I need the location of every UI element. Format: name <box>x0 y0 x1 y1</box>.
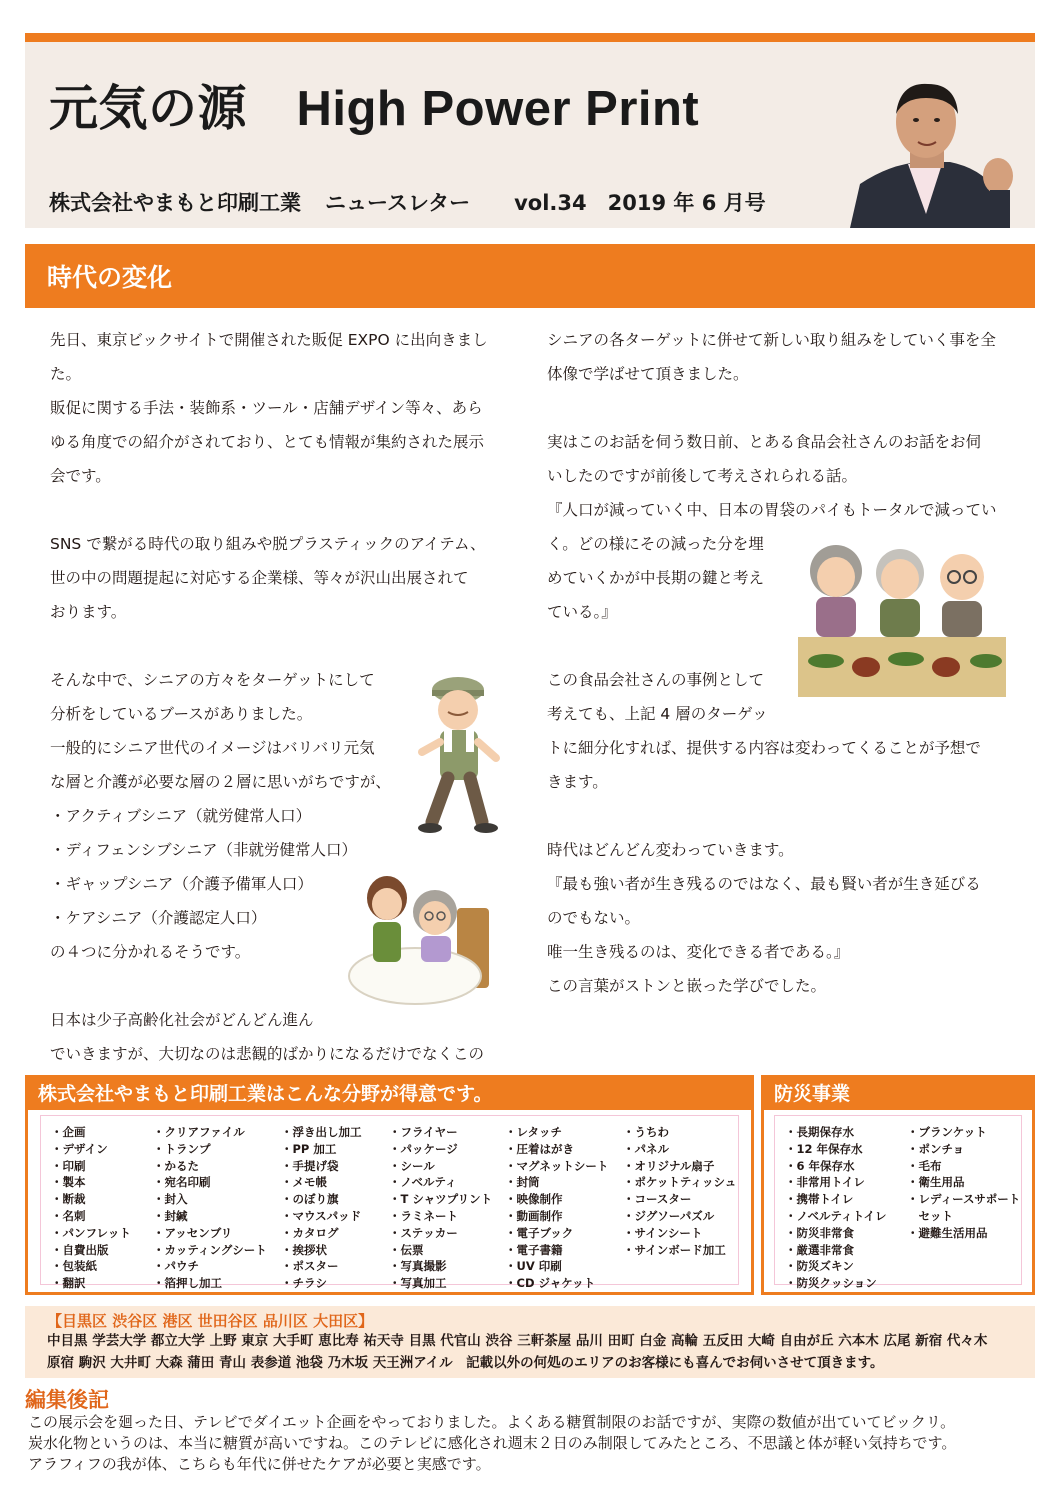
section-header <box>25 244 1035 308</box>
service-item: ・電子書籍 <box>505 1242 563 1257</box>
walking-senior-illustration <box>410 672 510 837</box>
service-item: ・カタログ <box>281 1225 339 1240</box>
paragraph-line: 日本は少子高齢化社会がどんどん進ん <box>50 1011 314 1029</box>
newsletter-label: ニュースレター <box>325 191 471 215</box>
section-title: 時代の変化 <box>47 263 173 292</box>
service-item: ・封入 <box>153 1192 188 1207</box>
service-item: ・写真加工 <box>389 1276 447 1291</box>
issue-label: vol.34 2019 年 6 月号 <box>514 191 766 215</box>
service-item: ・フライヤー <box>389 1125 458 1139</box>
service-item: ・ジグソーパズル <box>623 1208 715 1223</box>
service-item: ・T シャツプリント <box>389 1192 493 1207</box>
paragraph-line: ・ケアシニア（介護認定人口） <box>50 909 267 927</box>
paragraph-line: トに細分化すれば、提供する内容は変わってくることが予想で <box>547 739 981 757</box>
disaster-item: ・レディースサポート <box>907 1192 1021 1207</box>
service-item: ・包装紙 <box>51 1259 97 1274</box>
service-item: ・シール <box>389 1158 435 1173</box>
service-item: ・パッケージ <box>389 1141 458 1156</box>
paragraph-line <box>547 799 997 833</box>
disaster-item: ・防災クッション <box>785 1276 877 1291</box>
disaster-item: ・携帯トイレ <box>785 1192 854 1207</box>
paragraph-line: ている。』 <box>547 603 617 621</box>
service-item: ・UV 印刷 <box>505 1259 562 1274</box>
paragraph-line: 唯一生き残るのは、変化できる者である。』 <box>547 943 850 961</box>
service-item: ・パンフレット <box>51 1225 131 1240</box>
service-item: ・かるた <box>153 1158 199 1173</box>
services-column <box>389 1124 492 1292</box>
service-item: ・自費出版 <box>51 1242 109 1257</box>
paragraph-line: この食品会社さんの事例として <box>547 671 765 689</box>
service-item: ・浮き出し加工 <box>281 1125 362 1139</box>
author-photo <box>830 64 1025 228</box>
service-item: ・デザイン <box>51 1141 108 1156</box>
service-item: ・圧着はがき <box>505 1141 574 1156</box>
services-column <box>281 1124 362 1292</box>
service-item: ・動画制作 <box>505 1208 563 1223</box>
service-item: ・手提げ袋 <box>281 1158 339 1173</box>
disaster-item: ・ポンチョ <box>907 1141 965 1156</box>
paragraph-line: 『人口が減っていく中、日本の胃袋のパイもトータルで減ってい <box>547 501 997 519</box>
service-item: ・サインシート <box>623 1225 703 1240</box>
newsletter-subtitle <box>49 187 766 217</box>
disaster-column <box>785 1124 887 1292</box>
editor-note-title: 編集後記 <box>25 1388 109 1412</box>
service-item: ・封緘 <box>153 1208 188 1223</box>
services-list <box>40 1115 739 1291</box>
paragraph-line: 世の中の問題提起に対応する企業様、等々が沢山出展されて <box>50 569 469 587</box>
newsletter-title: 元気の源 High Power Print <box>49 82 700 136</box>
service-item: ・メモ帳 <box>281 1175 327 1190</box>
paragraph-line: おります。 <box>50 603 127 621</box>
service-item: ・マグネットシート <box>505 1158 609 1173</box>
service-item: ・PP 加工 <box>281 1141 337 1156</box>
service-item: ・ポケットティッシュ <box>623 1175 737 1190</box>
disaster-box-title: 防災事業 <box>764 1078 1032 1110</box>
editor-note-line: 炭水化物というのは、本当に糖質が高いですね。このテレビに感化され週末２日のみ制限してみたところ、不思議と体が軽い気持ちです。 <box>28 1434 957 1452</box>
disaster-item: ・毛布 <box>907 1158 942 1173</box>
service-item: ・名刺 <box>51 1208 86 1223</box>
service-item: ・のぼり旗 <box>281 1192 339 1207</box>
service-item: ・ラミネート <box>389 1208 458 1223</box>
paragraph-line: た。 <box>50 365 82 383</box>
paragraph-line: な層と介護が必要な層の２層に思いがちですが、 <box>50 773 391 791</box>
services-column <box>505 1124 608 1292</box>
paragraph-line: めていくかが中長期の鍵と考え <box>547 569 765 587</box>
paragraph-line: 実はこのお話を伺う数日前、とある食品会社さんのお話をお伺 <box>547 433 982 451</box>
disaster-item: ・非常用トイレ <box>785 1175 865 1190</box>
service-item: ・うちわ <box>623 1125 669 1139</box>
service-item: ・宛名印刷 <box>153 1175 211 1190</box>
service-area-line: 中目黒 学芸大学 都立大学 上野 東京 大手町 恵比寿 祐天寺 目黒 代官山 渋谷 三軒茶屋 品川 田町 白金 高輪 五反田 大崎 自由が丘 六本木 広尾 新宿 代々木 <box>47 1333 988 1349</box>
paragraph-line: ゆる角度での紹介がされており、とても情報が集約された展示 <box>50 433 485 451</box>
paragraph-line: 『最も強い者が生き残るのではなく、最も賢い者が生き延びる <box>547 875 981 893</box>
paragraph-line: いしたのですが前後して考えされられる話。 <box>547 467 858 485</box>
services-column <box>623 1124 736 1258</box>
disaster-item: ・防災非常食 <box>785 1225 854 1240</box>
disaster-item: ・ノベルティトイレ <box>785 1208 887 1223</box>
company-name: 株式会社やまもと印刷工業 <box>49 191 301 215</box>
paragraph-line: 分析をしているブースがありました。 <box>50 705 313 723</box>
service-item: ・コースター <box>623 1192 692 1207</box>
service-item: ・マウスパッド <box>281 1208 362 1223</box>
paragraph-line <box>50 493 488 527</box>
disaster-item: ・衛生用品 <box>907 1175 965 1190</box>
disaster-item: ・厳選非常食 <box>785 1242 854 1257</box>
paragraph-line <box>547 391 997 425</box>
service-item: ・ステッカー <box>389 1225 458 1240</box>
paragraph-line: 体像で学ばせて頂きました。 <box>547 365 749 383</box>
service-area-list <box>47 1330 1027 1374</box>
service-item: ・挨拶状 <box>281 1242 327 1257</box>
service-item: ・企画 <box>51 1125 86 1139</box>
paragraph-line: この言葉がストンと嵌った学びでした。 <box>547 977 827 995</box>
disaster-item: セット <box>907 1208 953 1223</box>
service-item: ・クリアファイル <box>153 1125 245 1139</box>
editor-note-line: アラフィフの我が体、こちらも年代に併せたケアが必要と実感です。 <box>28 1455 491 1473</box>
editor-note-text <box>28 1412 1038 1475</box>
paragraph-line: ・アクティブシニア（就労健常人口） <box>50 807 312 825</box>
paragraph-line: ・ディフェンシブシニア（非就労健常人口） <box>50 841 357 859</box>
service-item: ・封筒 <box>505 1175 540 1190</box>
service-item: ・箔押し加工 <box>153 1276 222 1291</box>
service-item: ・ポスター <box>281 1259 339 1274</box>
disaster-item: ・長期保存水 <box>785 1125 854 1139</box>
service-item: ・電子ブック <box>505 1225 574 1240</box>
service-item: ・写真撮影 <box>389 1259 447 1274</box>
editor-note-line: この展示会を廻った日、テレビでダイエット企画をやっておりました。よくある糖質制限のお話ですが、実際の数値が出ていてビックリ。 <box>28 1413 956 1431</box>
service-item: ・伝票 <box>389 1242 424 1257</box>
service-item: ・レタッチ <box>505 1125 563 1139</box>
paragraph-line: 考えても、上記 4 層のターゲッ <box>547 705 768 723</box>
paragraph-line: 一般的にシニア世代のイメージはバリバリ元気 <box>50 739 375 757</box>
disaster-column <box>907 1124 1020 1242</box>
services-column <box>153 1124 267 1292</box>
service-item: ・カッティングシート <box>153 1242 267 1257</box>
top-accent-bar <box>25 33 1035 42</box>
service-item: ・製本 <box>51 1175 86 1190</box>
paragraph-line: 時代はどんどん変わっていきます。 <box>547 841 794 859</box>
service-area-line: 原宿 駒沢 大井町 大森 蒲田 青山 表参道 池袋 乃木坂 天王洲アイル 記載以外の何処のエリアのお客様にも喜んでお伺いさせて頂きます。 <box>47 1355 884 1371</box>
paragraph-line: の４つに分かれるそうです。 <box>50 943 251 961</box>
disaster-item: ・ブランケット <box>907 1125 987 1139</box>
paragraph-line: ・ギャップシニア（介護予備軍人口） <box>50 875 313 893</box>
service-item: ・パネル <box>623 1141 669 1156</box>
paragraph-line: のでもない。 <box>547 909 641 927</box>
services-column <box>51 1124 131 1292</box>
service-area-title: 【目黒区 渋谷区 港区 世田谷区 品川区 大田区】 <box>47 1312 374 1330</box>
service-item: ・チラシ <box>281 1276 327 1291</box>
paragraph-line: そんな中で、シニアの方々をターゲットにして <box>50 671 375 689</box>
paragraph-line: きます。 <box>547 773 608 791</box>
paragraph-line: 会です。 <box>50 467 111 485</box>
paragraph-line <box>50 629 488 663</box>
disaster-item: ・6 年保存水 <box>785 1158 855 1173</box>
caregiver-illustration <box>345 868 495 1008</box>
service-item: ・印刷 <box>51 1158 86 1173</box>
paragraph-line: シニアの各ターゲットに併せて新しい取り組みをしていく事を全 <box>547 331 996 349</box>
service-item: ・アッセンブリ <box>153 1225 233 1240</box>
service-item: ・パウチ <box>153 1259 199 1274</box>
paragraph-line: 先日、東京ビックサイトで開催された販促 EXPO に出向きまし <box>50 331 488 349</box>
service-item: ・断裁 <box>51 1192 86 1207</box>
paragraph-line: SNS で繋がる時代の取り組みや脱プラスティックのアイテム、 <box>50 535 486 553</box>
disaster-item: ・防災ズキン <box>785 1259 854 1274</box>
service-item: ・サインボード加工 <box>623 1242 726 1257</box>
service-item: ・CD ジャケット <box>505 1276 596 1291</box>
services-box-title: 株式会社やまもと印刷工業はこんな分野が得意です。 <box>28 1078 751 1110</box>
masthead <box>25 42 1035 228</box>
services-box <box>25 1075 754 1295</box>
service-item: ・オリジナル扇子 <box>623 1158 715 1173</box>
service-item: ・映像制作 <box>505 1192 563 1207</box>
paragraph-line: でいきますが、大切なのは悲観的ばかりになるだけでなくこの <box>50 1045 485 1063</box>
paragraph-line: 販促に関する手法・装飾系・ツール・店舗デザイン等々、あら <box>50 399 483 417</box>
service-item: ・ノベルティ <box>389 1175 457 1190</box>
disaster-list <box>774 1115 1022 1291</box>
service-item: ・トランプ <box>153 1141 211 1156</box>
disaster-box <box>761 1075 1035 1295</box>
disaster-item: ・避難生活用品 <box>907 1225 988 1240</box>
service-area <box>25 1306 1035 1378</box>
seniors-eating-illustration <box>796 537 1008 699</box>
service-item: ・翻訳 <box>51 1276 86 1291</box>
paragraph-line: く。どの様にその減った分を埋 <box>547 535 764 553</box>
disaster-item: ・12 年保存水 <box>785 1141 863 1156</box>
